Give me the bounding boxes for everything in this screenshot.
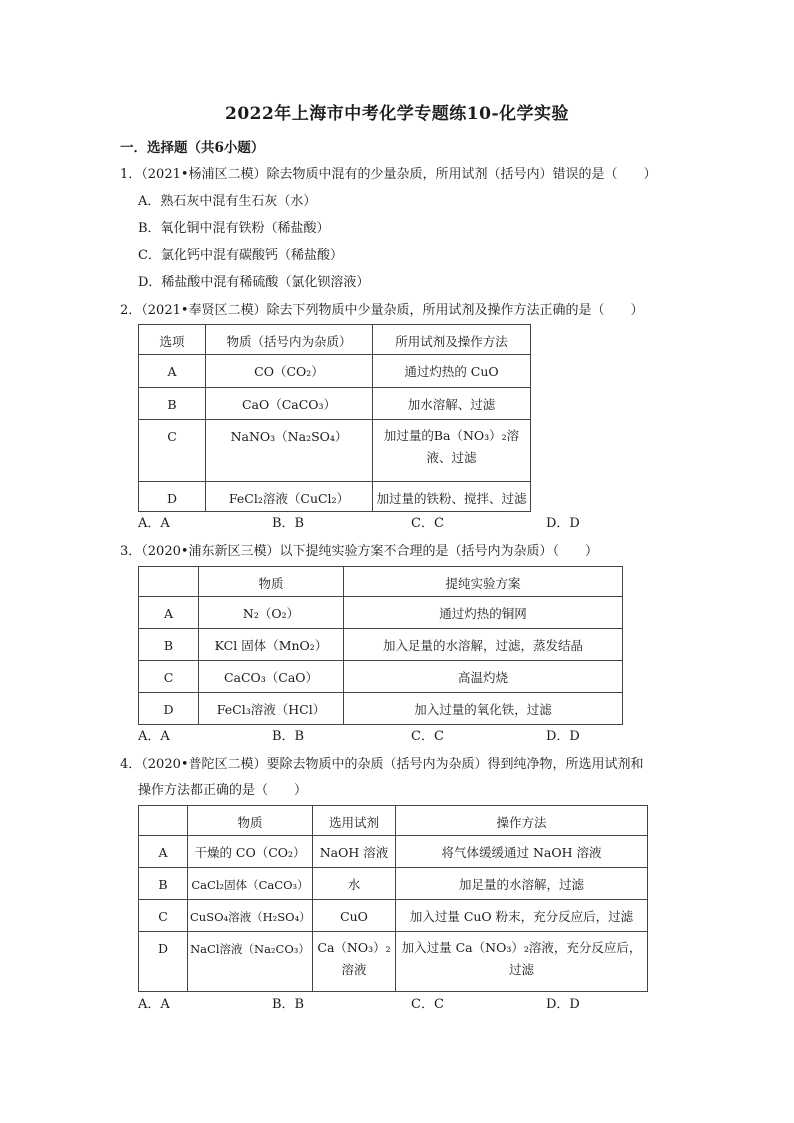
table-header-cell: 选用试剂 bbox=[313, 806, 396, 836]
table-cell: Ca（NO₃）₂溶液 bbox=[313, 932, 396, 992]
table-cell: B bbox=[139, 629, 199, 661]
table-cell: B bbox=[139, 388, 206, 420]
choice-c: C．C bbox=[411, 729, 444, 744]
choice-c: C．C bbox=[411, 516, 444, 531]
q2-stem: 2．（2021•奉贤区二模）除去下列物质中少量杂质，所用试剂及操作方法正确的是（ ） bbox=[120, 303, 644, 318]
table-cell: 通过灼热的铜网 bbox=[344, 597, 623, 629]
table-row bbox=[139, 629, 623, 661]
q4-stem-line2: 操作方法都正确的是（ ） bbox=[138, 783, 308, 798]
choice-a: A．A bbox=[138, 729, 170, 744]
table-cell: CaCl₂固体（CaCO₃） bbox=[188, 868, 313, 900]
choice-d: D．D bbox=[546, 729, 580, 744]
table-header-row bbox=[139, 806, 648, 836]
table-row bbox=[139, 836, 648, 868]
table-cell: 将气体缓缓通过 NaOH 溶液 bbox=[396, 836, 648, 868]
table-header-cell: 提纯实验方案 bbox=[344, 567, 623, 597]
q1-stem: 1．（2021•杨浦区二模）除去物质中混有的少量杂质，所用试剂（括号内）错误的是（ ） bbox=[120, 167, 657, 182]
table-header-cell: 物质（括号内为杂质） bbox=[206, 325, 373, 355]
table-cell: A bbox=[139, 836, 188, 868]
table-row bbox=[139, 932, 648, 992]
q1-option-d: D．稀盐酸中混有稀硫酸（氯化钡溶液） bbox=[138, 275, 370, 290]
table-cell: CuO bbox=[313, 900, 396, 932]
table-cell: 加入过量 Ca（NO₃）₂溶液，充分反应后，过滤 bbox=[396, 932, 648, 992]
choice-c: C．C bbox=[411, 997, 444, 1012]
table-cell: NaCl溶液（Na₂CO₃） bbox=[188, 932, 313, 992]
choice-d: D．D bbox=[546, 516, 580, 531]
table-cell: 加过量的铁粉、搅拌、过滤 bbox=[373, 482, 531, 512]
choice-b: B．B bbox=[272, 997, 305, 1012]
table-row bbox=[139, 388, 531, 420]
table-cell: N₂（O₂） bbox=[199, 597, 344, 629]
q4-table bbox=[138, 805, 648, 992]
q3-stem: 3．（2020•浦东新区三模）以下提纯实验方案不合理的是（括号内为杂质）（ ） bbox=[120, 544, 599, 559]
table-header-cell bbox=[139, 806, 188, 836]
table-header-cell: 物质 bbox=[188, 806, 313, 836]
table-cell: 干燥的 CO（CO₂） bbox=[188, 836, 313, 868]
table-cell: NaNO₃（Na₂SO₄） bbox=[206, 420, 373, 482]
table-cell: 加入过量 CuO 粉末，充分反应后，过滤 bbox=[396, 900, 648, 932]
table-cell: 加入足量的水溶解，过滤，蒸发结晶 bbox=[344, 629, 623, 661]
table-cell: A bbox=[139, 597, 199, 629]
table-cell: 加入过量的氧化铁，过滤 bbox=[344, 693, 623, 725]
q4-stem-line1: 4．（2020•普陀区二模）要除去物质中的杂质（括号内为杂质）得到纯净物，所选用试剂和 bbox=[120, 757, 644, 772]
table-header-cell bbox=[139, 567, 199, 597]
table-cell: CaCO₃（CaO） bbox=[199, 661, 344, 693]
table-cell: 加水溶解、过滤 bbox=[373, 388, 531, 420]
table-cell: CaO（CaCO₃） bbox=[206, 388, 373, 420]
table-cell: FeCl₃溶液（HCl） bbox=[199, 693, 344, 725]
table-cell: 通过灼热的 CuO bbox=[373, 355, 531, 388]
table-cell: 加过量的Ba（NO₃）₂溶液、过滤 bbox=[373, 420, 531, 482]
q3-table bbox=[138, 566, 623, 725]
choice-b: B．B bbox=[272, 729, 305, 744]
table-row bbox=[139, 693, 623, 725]
q2-table bbox=[138, 324, 531, 512]
table-header-cell: 操作方法 bbox=[396, 806, 648, 836]
page-title: 2022年上海市中考化学专题练10-化学实验 bbox=[224, 104, 570, 124]
table-row bbox=[139, 597, 623, 629]
section-heading: 一．选择题（共6小题） bbox=[120, 140, 265, 156]
table-row bbox=[139, 868, 648, 900]
table-cell: KCl 固体（MnO₂） bbox=[199, 629, 344, 661]
table-row bbox=[139, 420, 531, 482]
table-cell: C bbox=[139, 900, 188, 932]
table-cell: 高温灼烧 bbox=[344, 661, 623, 693]
table-header-row bbox=[139, 567, 623, 597]
q1-option-a: A．熟石灰中混有生石灰（水） bbox=[138, 194, 317, 209]
table-header-cell: 选项 bbox=[139, 325, 206, 355]
table-cell: D bbox=[139, 482, 206, 512]
choice-d: D．D bbox=[546, 997, 580, 1012]
table-cell: CO（CO₂） bbox=[206, 355, 373, 388]
table-header-cell: 物质 bbox=[199, 567, 344, 597]
table-cell: D bbox=[139, 693, 199, 725]
choice-a: A．A bbox=[138, 997, 170, 1012]
table-cell: C bbox=[139, 420, 206, 482]
table-cell: A bbox=[139, 355, 206, 388]
table-cell: NaOH 溶液 bbox=[313, 836, 396, 868]
table-cell: D bbox=[139, 932, 188, 992]
table-cell: B bbox=[139, 868, 188, 900]
table-cell: 水 bbox=[313, 868, 396, 900]
table-cell: 加足量的水溶解，过滤 bbox=[396, 868, 648, 900]
q1-option-c: C．氯化钙中混有碳酸钙（稀盐酸） bbox=[138, 248, 343, 263]
table-row bbox=[139, 355, 531, 388]
table-header-row bbox=[139, 325, 531, 355]
table-cell: CuSO₄溶液（H₂SO₄） bbox=[188, 900, 313, 932]
choice-a: A．A bbox=[138, 516, 170, 531]
choice-b: B．B bbox=[272, 516, 305, 531]
table-cell: C bbox=[139, 661, 199, 693]
q1-option-b: B．氧化铜中混有铁粉（稀盐酸） bbox=[138, 221, 330, 236]
table-row bbox=[139, 900, 648, 932]
table-cell: FeCl₂溶液（CuCl₂） bbox=[206, 482, 373, 512]
table-header-cell: 所用试剂及操作方法 bbox=[373, 325, 531, 355]
table-row bbox=[139, 482, 531, 512]
table-row bbox=[139, 661, 623, 693]
